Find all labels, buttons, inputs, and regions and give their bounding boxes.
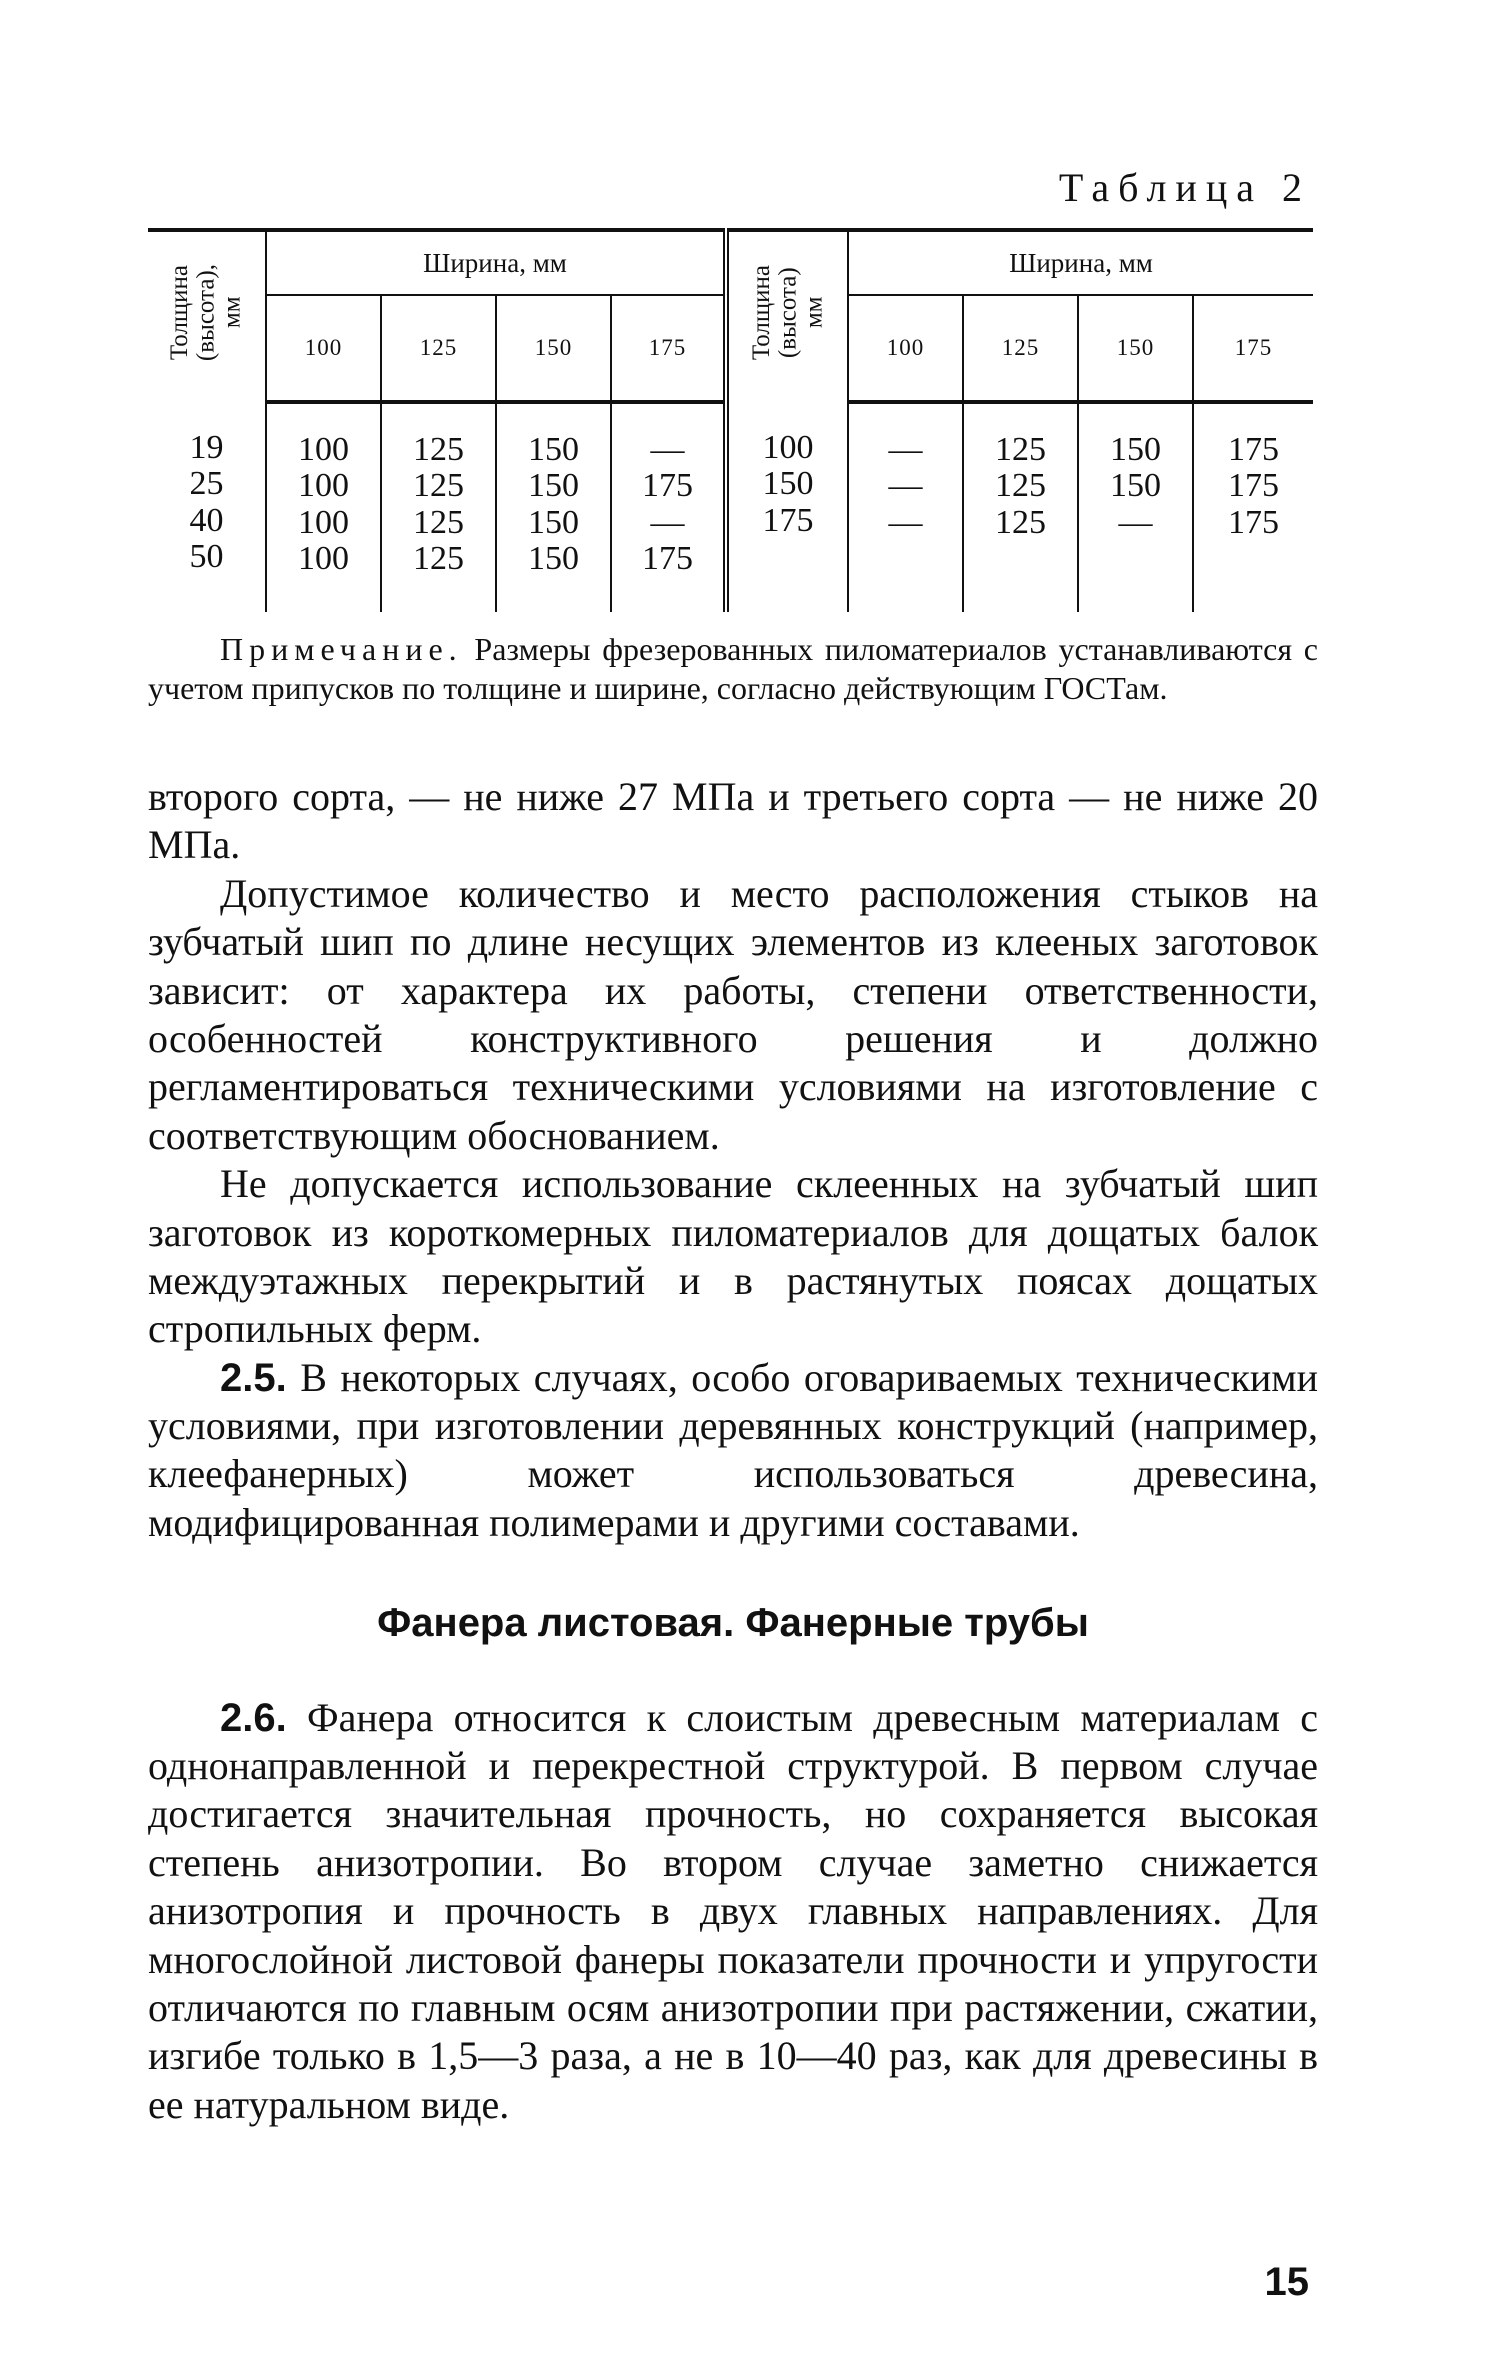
- table-cell: —: [888, 503, 923, 541]
- section-number: 2.6.: [220, 1695, 287, 1740]
- column-header: 150: [1078, 295, 1193, 402]
- table-cell: 100: [762, 429, 814, 466]
- column-header: 125: [381, 295, 496, 402]
- table-cell: 175: [642, 467, 693, 505]
- table-cell: 175: [1228, 467, 1279, 505]
- table-cell: 100: [298, 467, 349, 505]
- table-cell: 125: [995, 467, 1046, 505]
- table-cell: 175: [642, 540, 693, 578]
- table-cell: —: [888, 431, 923, 468]
- table-cell: —: [1118, 503, 1153, 541]
- paragraph-text: Фанера относится к слоистым древесным материалам с однонаправленной и перекрестной структурой. В первом случае достигается значительная прочность, но сохраняется высокая степень анизотропии. Во втором случае заметно снижается анизотропия и прочность в двух главных направлениях. Для многослойной листовой фанеры показатели прочности и упругости отличаются по главным осям анизотропии при растяжении, сжатии, изгибе только в 1,5—3 раза, а не в 10—40 раз, как для древесины в ее натуральном виде.: [148, 1694, 1318, 2127]
- width-150-column-right: [1078, 402, 1193, 612]
- table-cell: 40: [189, 501, 224, 539]
- lumber-size-table: [148, 228, 1313, 612]
- table-cell: 150: [528, 503, 579, 541]
- paragraph-text: В некоторых случаях, особо оговариваемых техническими условиями, при изготовлении деревянных конструкций (например, клеефанерных) может использоваться древесина, модифицированная полимерами и другими составами.: [148, 1354, 1319, 1545]
- width-125-column-right: [963, 402, 1078, 612]
- section-number: 2.5.: [220, 1355, 287, 1400]
- section-heading: Фанера листовая. Фанерные трубы: [377, 1601, 1089, 1646]
- width-100-column: [266, 402, 381, 612]
- width-header: Ширина, мм: [266, 230, 726, 295]
- column-header: 125: [963, 295, 1078, 402]
- note-lead: Примечание.: [220, 631, 463, 667]
- table-cell: 100: [298, 431, 349, 468]
- column-header: 175: [611, 295, 726, 402]
- table-row: [148, 402, 1313, 612]
- table-cell: 100: [298, 540, 349, 578]
- thickness-header: Толщина (высота), мм: [148, 230, 266, 402]
- table-cell: 150: [528, 540, 579, 578]
- table-cell: 125: [995, 503, 1046, 541]
- column-header: 175: [1193, 295, 1313, 402]
- table-cell: 150: [528, 467, 579, 505]
- paragraph: второго сорта, — не ниже 27 МПа и третьего сорта — не ниже 20 МПа.: [148, 774, 1318, 868]
- table-cell: 125: [413, 467, 464, 505]
- width-125-column: [381, 402, 496, 612]
- table-cell: 150: [1110, 467, 1161, 505]
- table-cell: 150: [762, 465, 814, 503]
- table-note: [148, 630, 1318, 709]
- column-header: 100: [266, 295, 381, 402]
- table-caption: Таблица 2: [1058, 165, 1311, 210]
- table-cell: 50: [189, 538, 224, 576]
- thickness-header-right: Толщина (высота) мм: [726, 230, 848, 402]
- width-header-right: Ширина, мм: [848, 230, 1313, 295]
- thickness-column: [148, 402, 266, 612]
- table-cell: 175: [1228, 431, 1279, 468]
- table-cell: 175: [1228, 503, 1279, 541]
- paragraph: Не допускается использование склеенных на зубчатый шип заготовок из короткомерных пиломатериалов для дощатых балок междуэтажных перекрытий и в растянутых поясах дощатых стропильных ферм.: [148, 1161, 1318, 1352]
- width-100-column-right: [848, 402, 963, 612]
- table-cell: —: [650, 431, 685, 468]
- table-cell: 175: [762, 501, 814, 539]
- thickness-column-right: [726, 402, 848, 612]
- paragraph: [148, 1354, 1318, 1548]
- table-cell: 19: [189, 429, 224, 466]
- column-header: 150: [496, 295, 611, 402]
- table-cell: —: [888, 467, 923, 505]
- table-cell: 150: [528, 431, 579, 468]
- table-cell: 25: [189, 465, 224, 503]
- page-number: 15: [1264, 2260, 1309, 2304]
- table-cell: 100: [298, 503, 349, 541]
- note-text: Размеры фрезерованных пиломатериалов устанавливаются с учетом припусков по толщине и ширине, согласно действующим ГОСТам.: [148, 631, 1318, 707]
- paragraph: [148, 1694, 1318, 2130]
- body-text: [148, 773, 1318, 2129]
- table-cell: 150: [1110, 431, 1161, 468]
- table-cell: 125: [995, 431, 1046, 468]
- width-150-column: [496, 402, 611, 612]
- table-cell: 125: [413, 503, 464, 541]
- paragraph: Допустимое количество и место расположения стыков на зубчатый шип по длине несущих элементов из клееных заготовок зависит: от характера их работы, степени ответственности, особенностей конструктивного решения и должно регламентироваться техническими условиями на изготовление с соответствующим обоснованием.: [148, 870, 1318, 1158]
- column-header: 100: [848, 295, 963, 402]
- table-cell: 125: [413, 431, 464, 468]
- width-175-column: [611, 402, 726, 612]
- table-cell: —: [650, 503, 685, 541]
- width-175-column-right: [1193, 402, 1313, 612]
- table-cell: 125: [413, 540, 464, 578]
